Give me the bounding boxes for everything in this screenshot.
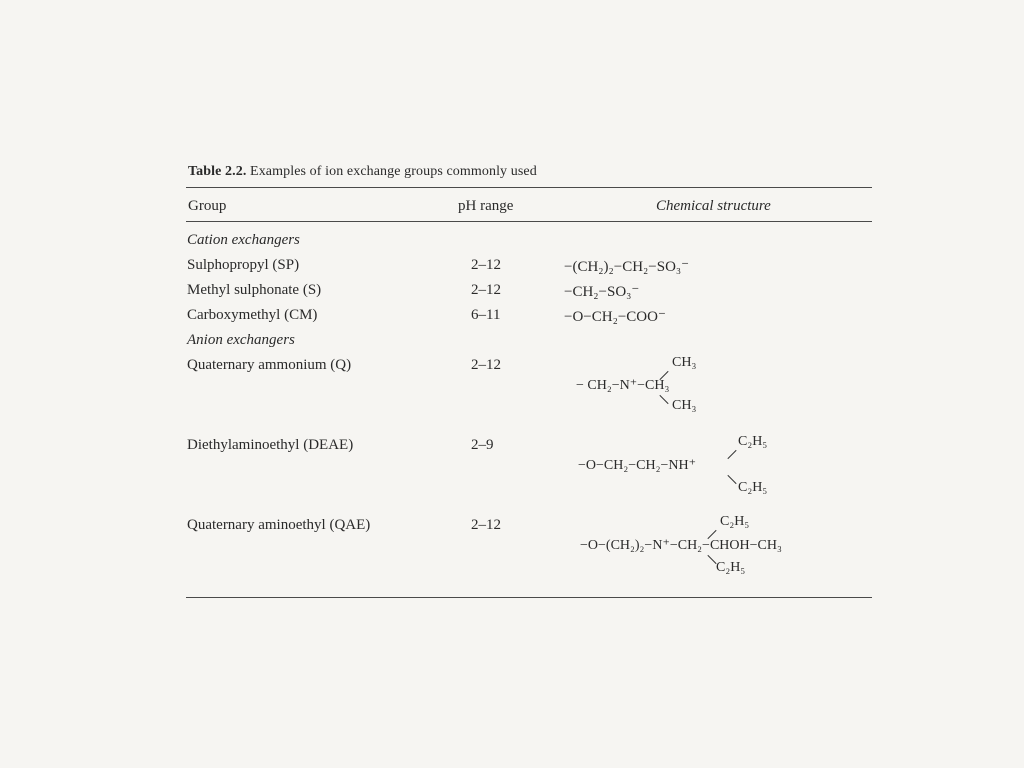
row-group: Quaternary aminoethyl (QAE) <box>187 517 371 533</box>
caption-text: Examples of ion exchange groups commonly used <box>246 164 537 179</box>
main-chain: −O−CH₂−CH₂−NH⁺ <box>578 458 696 473</box>
structure-qae <box>580 514 880 584</box>
row-group: Diethylaminoethyl (DEAE) <box>187 437 354 453</box>
substituent-bottom: C₂H₅ <box>738 480 768 495</box>
top-rule <box>186 187 872 188</box>
bond-up <box>727 450 736 459</box>
substituent-bottom: CH₃ <box>672 398 697 413</box>
row-ph: 2–9 <box>471 437 494 453</box>
caption-label: Table 2.2. <box>188 164 247 179</box>
section-anion-exchangers: Anion exchangers <box>187 332 295 348</box>
header-group: Group <box>188 198 227 214</box>
section-cation-exchangers: Cation exchangers <box>187 232 300 248</box>
table-figure <box>186 160 876 610</box>
row-group: Carboxymethyl (CM) <box>187 307 318 323</box>
main-chain: −O−(CH₂)₂−N⁺−CH₂−CHOH−CH₃ <box>580 538 782 553</box>
main-chain: − CH₂−N⁺−CH₃ <box>576 378 670 393</box>
row-structure: −CH₂−SO₃⁻ <box>564 284 640 300</box>
row-ph: 2–12 <box>471 257 501 273</box>
header-ph-range: pH range <box>458 198 514 214</box>
substituent-top: CH₃ <box>672 355 697 370</box>
substituent-top: C₂H₅ <box>738 434 768 449</box>
row-group: Methyl sulphonate (S) <box>187 282 322 298</box>
bond-down <box>727 475 736 484</box>
row-ph: 2–12 <box>471 357 501 373</box>
row-structure: −(CH₂)₂−CH₂−SO₃⁻ <box>564 259 690 275</box>
structure-quaternary-ammonium <box>576 355 736 425</box>
row-ph: 2–12 <box>471 517 501 533</box>
substituent-bottom: C₂H₅ <box>716 560 746 575</box>
header-rule <box>186 221 872 222</box>
table-caption <box>188 164 537 180</box>
row-ph: 6–11 <box>471 307 501 323</box>
substituent-top: C₂H₅ <box>720 514 750 529</box>
header-chemical-structure: Chemical structure <box>656 198 771 214</box>
row-group: Sulphopropyl (SP) <box>187 257 300 273</box>
row-ph: 2–12 <box>471 282 501 298</box>
structure-deae <box>578 434 788 504</box>
row-structure: −O−CH₂−COO⁻ <box>564 309 666 325</box>
bottom-rule <box>186 597 872 598</box>
row-group: Quaternary ammonium (Q) <box>187 357 352 373</box>
bond-down <box>659 395 668 404</box>
